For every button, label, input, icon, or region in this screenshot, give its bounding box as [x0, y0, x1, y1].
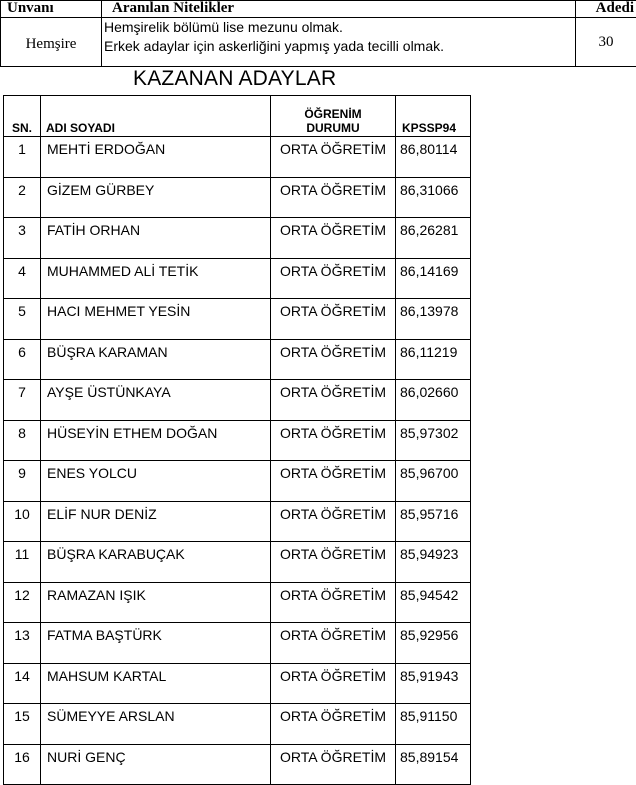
- row-number: 1: [4, 137, 41, 178]
- row-number: 11: [4, 542, 41, 583]
- requirements-cell: [102, 18, 576, 67]
- kpss-score: 85,94923: [396, 542, 471, 583]
- row-number: 3: [4, 218, 41, 259]
- row-number: 2: [4, 177, 41, 218]
- candidates-header-row: [4, 96, 471, 137]
- candidate-name: BÜŞRA KARAMAN: [41, 339, 271, 380]
- education-status: ORTA ÖĞRETİM: [271, 380, 396, 421]
- header-kpss: KPSSP94: [396, 96, 471, 137]
- education-status: ORTA ÖĞRETİM: [271, 704, 396, 745]
- kpss-score: 85,97302: [396, 420, 471, 461]
- table-row: [4, 299, 471, 340]
- education-status: ORTA ÖĞRETİM: [271, 258, 396, 299]
- table-row: [4, 339, 471, 380]
- position-table: [0, 0, 636, 67]
- table-row: [4, 420, 471, 461]
- row-number: 8: [4, 420, 41, 461]
- candidates-body: [4, 137, 471, 785]
- education-status: ORTA ÖĞRETİM: [271, 623, 396, 664]
- position-count: 30: [576, 18, 636, 67]
- header-name: ADI SOYADI: [41, 96, 271, 137]
- table-row: [4, 582, 471, 623]
- kpss-score: 86,02660: [396, 380, 471, 421]
- candidate-name: AYŞE ÜSTÜNKAYA: [41, 380, 271, 421]
- candidate-name: SÜMEYYE ARSLAN: [41, 704, 271, 745]
- row-number: 9: [4, 461, 41, 502]
- candidate-name: MUHAMMED ALİ TETİK: [41, 258, 271, 299]
- table-row: [4, 137, 471, 178]
- row-number: 15: [4, 704, 41, 745]
- table-row: [4, 744, 471, 785]
- candidate-name: BÜŞRA KARABUÇAK: [41, 542, 271, 583]
- kpss-score: 85,92956: [396, 623, 471, 664]
- education-status: ORTA ÖĞRETİM: [271, 744, 396, 785]
- kpss-score: 85,95716: [396, 501, 471, 542]
- row-number: 4: [4, 258, 41, 299]
- requirement-line: Hemşirelik bölümü lise mezunu olmak.: [104, 18, 575, 37]
- candidate-name: RAMAZAN IŞIK: [41, 582, 271, 623]
- kpss-score: 85,91943: [396, 663, 471, 704]
- education-status: ORTA ÖĞRETİM: [271, 663, 396, 704]
- position-header-row: [1, 1, 636, 18]
- row-number: 12: [4, 582, 41, 623]
- row-number: 13: [4, 623, 41, 664]
- header-education-line1: ÖĞRENİM: [271, 107, 395, 121]
- candidate-name: GİZEM GÜRBEY: [41, 177, 271, 218]
- kpss-score: 85,89154: [396, 744, 471, 785]
- table-row: [4, 623, 471, 664]
- candidate-name: FATMA BAŞTÜRK: [41, 623, 271, 664]
- table-row: [4, 704, 471, 745]
- header-education: [271, 96, 396, 137]
- header-education-line2: DURUMU: [271, 121, 395, 135]
- kpss-score: 86,31066: [396, 177, 471, 218]
- education-status: ORTA ÖĞRETİM: [271, 137, 396, 178]
- candidate-name: HÜSEYİN ETHEM DOĞAN: [41, 420, 271, 461]
- kpss-score: 86,80114: [396, 137, 471, 178]
- row-number: 7: [4, 380, 41, 421]
- candidates-table: [3, 95, 471, 785]
- header-adedi: Adedi: [576, 1, 636, 18]
- table-row: [4, 663, 471, 704]
- table-row: [4, 542, 471, 583]
- row-number: 10: [4, 501, 41, 542]
- education-status: ORTA ÖĞRETİM: [271, 218, 396, 259]
- table-row: [4, 380, 471, 421]
- candidate-name: ENES YOLCU: [41, 461, 271, 502]
- education-status: ORTA ÖĞRETİM: [271, 420, 396, 461]
- candidate-name: MEHTİ ERDOĞAN: [41, 137, 271, 178]
- candidate-name: ELİF NUR DENİZ: [41, 501, 271, 542]
- page-title: KAZANAN ADAYLAR: [133, 66, 336, 92]
- education-status: ORTA ÖĞRETİM: [271, 339, 396, 380]
- header-unvan: Unvanı: [1, 1, 102, 18]
- row-number: 14: [4, 663, 41, 704]
- row-number: 6: [4, 339, 41, 380]
- header-sn: SN.: [4, 96, 41, 137]
- kpss-score: 86,26281: [396, 218, 471, 259]
- row-number: 5: [4, 299, 41, 340]
- table-row: [4, 218, 471, 259]
- candidate-name: FATİH ORHAN: [41, 218, 271, 259]
- table-row: [4, 258, 471, 299]
- candidate-name: HACI MEHMET YESİN: [41, 299, 271, 340]
- kpss-score: 86,14169: [396, 258, 471, 299]
- position-row: [1, 18, 636, 67]
- table-row: [4, 461, 471, 502]
- table-row: [4, 177, 471, 218]
- education-status: ORTA ÖĞRETİM: [271, 177, 396, 218]
- education-status: ORTA ÖĞRETİM: [271, 501, 396, 542]
- header-nitelikler: Aranılan Nitelikler: [102, 1, 576, 18]
- kpss-score: 85,96700: [396, 461, 471, 502]
- requirement-line: Erkek adaylar için askerliğini yapmış yada tecilli olmak.: [104, 37, 575, 56]
- education-status: ORTA ÖĞRETİM: [271, 542, 396, 583]
- position-title: Hemşire: [1, 18, 102, 67]
- education-status: ORTA ÖĞRETİM: [271, 582, 396, 623]
- candidate-name: NURİ GENÇ: [41, 744, 271, 785]
- row-number: 16: [4, 744, 41, 785]
- kpss-score: 85,91150: [396, 704, 471, 745]
- candidate-name: MAHSUM KARTAL: [41, 663, 271, 704]
- kpss-score: 86,13978: [396, 299, 471, 340]
- kpss-score: 86,11219: [396, 339, 471, 380]
- education-status: ORTA ÖĞRETİM: [271, 461, 396, 502]
- kpss-score: 85,94542: [396, 582, 471, 623]
- table-row: [4, 501, 471, 542]
- education-status: ORTA ÖĞRETİM: [271, 299, 396, 340]
